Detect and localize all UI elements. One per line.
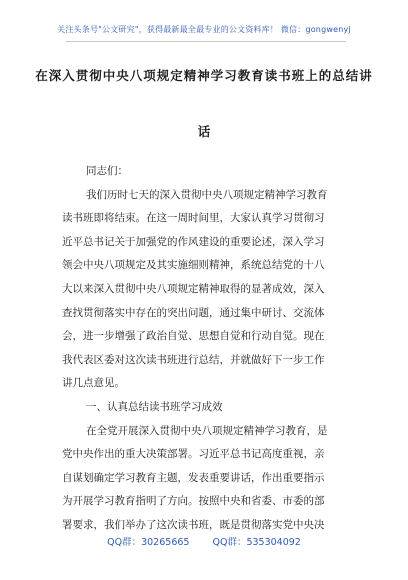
body-line: 近平总书记关于加强党的作风建设的重要论述，深入学习 [62, 235, 325, 248]
body-line: 我代表区委对这次读书班进行总结，并就做好下一步工作 [62, 353, 325, 366]
body-line: 为开展学习教育指明了方向。按照中央和省委、市委的部 [62, 495, 325, 508]
header-divider [66, 41, 346, 42]
body-line: 会，进一步增强了政治自觉、思想自觉和行动自觉。现在 [62, 330, 325, 343]
body-line: 大以来深入贯彻中央八项规定精神取得的显著成效，深入 [62, 282, 325, 295]
document-body [62, 160, 352, 538]
footer-qq-group-1: QQ群：30265665 [107, 537, 190, 548]
body-line: 在全党开展深入贯彻中央八项规定精神学习教育，是 [86, 424, 328, 437]
body-line: 同志们： [86, 165, 128, 177]
footer-contacts [0, 534, 408, 548]
document-title-line-1: 在深入贯彻中央八项规定精神学习教育读书班上的总结讲 [35, 68, 373, 83]
section-heading: 一、认真总结读书班学习成效 [86, 400, 223, 413]
document-title-line-2: 话 [197, 124, 211, 139]
body-line: 我们历时七天的深入贯彻中央八项规定精神学习教育 [86, 188, 328, 201]
body-line: 领会中央八项规定及其实施细则精神，系统总结党的十八 [62, 259, 325, 272]
body-line: 署要求，我们举办了这次读书班，既是贯彻落实党中央决 [62, 518, 325, 531]
body-line: 党中央作出的重大决策部署。习近平总书记高度重视，亲 [62, 448, 325, 461]
body-line: 查找贯彻落实中存在的突出问题，通过集中研讨、交流体 [62, 306, 325, 319]
header-banner: 关注头条号"公文研究"，获得最新最全最专业的公文资料库！ 微信：gongwenyj [57, 25, 351, 34]
body-line: 读书班即将结束。在这一周时间里，大家认真学习贯彻习 [62, 212, 325, 225]
footer-qq-group-2: QQ群：535304092 [212, 537, 301, 548]
body-line: 自谋划确定学习教育主题，发表重要讲话，作出重要指示 [62, 471, 325, 484]
body-line: 讲几点意见。 [62, 377, 125, 390]
